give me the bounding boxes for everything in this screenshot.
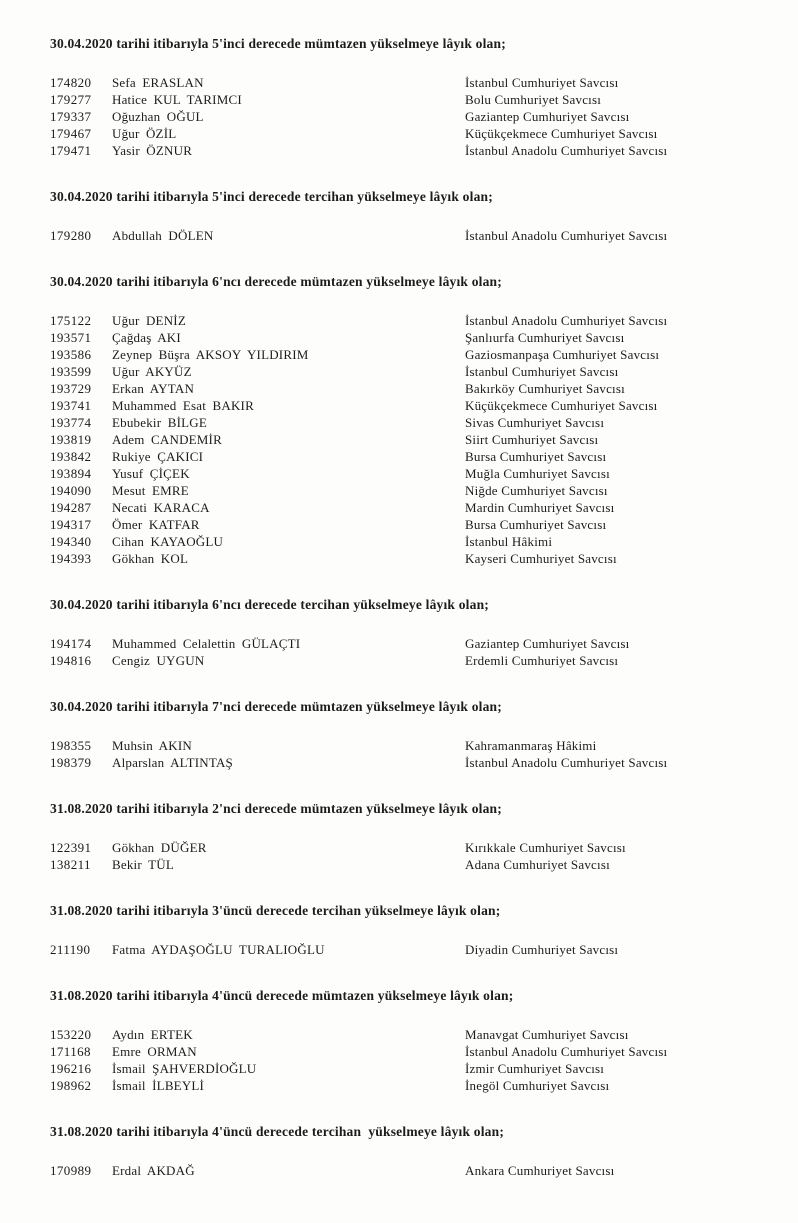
section-heading: 30.04.2020 tarihi itibarıyla 6'ncı derecede tercihan yükselmeye lâyık olan; xyxy=(50,597,489,612)
table-row xyxy=(50,363,768,380)
table-row xyxy=(50,431,768,448)
person-title: Mardin Cumhuriyet Savcısı xyxy=(465,500,615,515)
person-name: Oğuzhan OĞUL xyxy=(112,109,204,124)
person-name: Ebubekir BİLGE xyxy=(112,415,207,430)
person-title: İzmir Cumhuriyet Savcısı xyxy=(465,1061,605,1076)
section-heading: 30.04.2020 tarihi itibarıyla 5'inci derecede tercihan yükselmeye lâyık olan; xyxy=(50,189,493,204)
registry-number: 193842 xyxy=(50,449,92,464)
table-row xyxy=(50,397,768,414)
person-name: Uğur ÖZİL xyxy=(112,126,177,141)
section-heading: 31.08.2020 tarihi itibarıyla 3'üncü derecede tercihan yükselmeye lâyık olan; xyxy=(50,903,501,918)
registry-number: 211190 xyxy=(50,942,91,957)
person-title: İstanbul Anadolu Cumhuriyet Savcısı xyxy=(465,755,668,770)
person-name: Uğur DENİZ xyxy=(112,313,186,328)
registry-number: 193741 xyxy=(50,398,92,413)
table-row xyxy=(50,91,768,108)
table-row xyxy=(50,227,768,244)
section-rows xyxy=(50,737,768,771)
person-name: Erdal AKDAĞ xyxy=(112,1163,195,1178)
table-row xyxy=(50,550,768,567)
section-rows xyxy=(50,227,768,244)
person-title: Gaziantep Cumhuriyet Savcısı xyxy=(465,636,630,651)
registry-number: 193729 xyxy=(50,381,92,396)
registry-number: 193571 xyxy=(50,330,92,345)
registry-number: 122391 xyxy=(50,840,92,855)
section-heading: 30.04.2020 tarihi itibarıyla 7'nci derecede mümtazen yükselmeye lâyık olan; xyxy=(50,699,502,714)
table-row xyxy=(50,1026,768,1043)
table-row xyxy=(50,1043,768,1060)
table-row xyxy=(50,941,768,958)
registry-number: 198355 xyxy=(50,738,92,753)
person-title: İstanbul Cumhuriyet Savcısı xyxy=(465,364,619,379)
person-title: Siirt Cumhuriyet Savcısı xyxy=(465,432,599,447)
promotion-section xyxy=(50,189,768,244)
person-title: İstanbul Anadolu Cumhuriyet Savcısı xyxy=(465,313,668,328)
table-row xyxy=(50,448,768,465)
person-title: Niğde Cumhuriyet Savcısı xyxy=(465,483,608,498)
person-title: İstanbul Anadolu Cumhuriyet Savcısı xyxy=(465,228,668,243)
person-title: İstanbul Hâkimi xyxy=(465,534,553,549)
person-name: İsmail İLBEYLİ xyxy=(112,1078,205,1093)
registry-number: 193774 xyxy=(50,415,92,430)
section-heading: 31.08.2020 tarihi itibarıyla 4'üncü derecede tercihan yükselmeye lâyık olan; xyxy=(50,1124,505,1139)
person-title: Bakırköy Cumhuriyet Savcısı xyxy=(465,381,625,396)
table-row xyxy=(50,380,768,397)
section-rows xyxy=(50,635,768,669)
person-name: Necati KARACA xyxy=(112,500,210,515)
table-row xyxy=(50,108,768,125)
person-title: Şanlıurfa Cumhuriyet Savcısı xyxy=(465,330,625,345)
registry-number: 194174 xyxy=(50,636,92,651)
person-name: Aydın ERTEK xyxy=(112,1027,193,1042)
registry-number: 179280 xyxy=(50,228,92,243)
section-heading: 30.04.2020 tarihi itibarıyla 6'ncı derecede mümtazen yükselmeye lâyık olan; xyxy=(50,274,502,289)
person-name: Muhammed Celalettin GÜLAÇTI xyxy=(112,636,301,651)
person-name: Muhammed Esat BAKIR xyxy=(112,398,254,413)
person-title: Diyadin Cumhuriyet Savcısı xyxy=(465,942,619,957)
person-name: Sefa ERASLAN xyxy=(112,75,204,90)
section-heading: 30.04.2020 tarihi itibarıyla 5'inci derecede mümtazen yükselmeye lâyık olan; xyxy=(50,36,506,51)
person-title: Küçükçekmece Cumhuriyet Savcısı xyxy=(465,126,658,141)
section-rows xyxy=(50,312,768,567)
registry-number: 193819 xyxy=(50,432,92,447)
person-title: Kırıkkale Cumhuriyet Savcısı xyxy=(465,840,626,855)
table-row xyxy=(50,856,768,873)
person-title: Gaziosmanpaşa Cumhuriyet Savcısı xyxy=(465,347,660,362)
promotion-section xyxy=(50,988,768,1094)
table-row xyxy=(50,414,768,431)
registry-number: 138211 xyxy=(50,857,91,872)
promotion-section xyxy=(50,801,768,873)
table-row xyxy=(50,1162,768,1179)
person-title: Bursa Cumhuriyet Savcısı xyxy=(465,517,607,532)
table-row xyxy=(50,125,768,142)
person-name: Emre ORMAN xyxy=(112,1044,197,1059)
section-rows xyxy=(50,941,768,958)
section-rows xyxy=(50,839,768,873)
registry-number: 175122 xyxy=(50,313,92,328)
registry-number: 193894 xyxy=(50,466,92,481)
table-row xyxy=(50,754,768,771)
registry-number: 193599 xyxy=(50,364,92,379)
table-row xyxy=(50,142,768,159)
person-title: Küçükçekmece Cumhuriyet Savcısı xyxy=(465,398,658,413)
person-name: Abdullah DÖLEN xyxy=(112,228,214,243)
registry-number: 179337 xyxy=(50,109,92,124)
table-row xyxy=(50,329,768,346)
registry-number: 194317 xyxy=(50,517,92,532)
person-title: Muğla Cumhuriyet Savcısı xyxy=(465,466,610,481)
promotion-section xyxy=(50,903,768,958)
table-row xyxy=(50,1077,768,1094)
person-title: İstanbul Cumhuriyet Savcısı xyxy=(465,75,619,90)
person-title: Ankara Cumhuriyet Savcısı xyxy=(465,1163,615,1178)
person-title: Sivas Cumhuriyet Savcısı xyxy=(465,415,605,430)
person-name: Adem CANDEMİR xyxy=(112,432,222,447)
person-title: Bolu Cumhuriyet Savcısı xyxy=(465,92,602,107)
promotion-section xyxy=(50,274,768,567)
person-name: Hatice KUL TARIMCI xyxy=(112,92,242,107)
table-row xyxy=(50,652,768,669)
person-name: Alparslan ALTINTAŞ xyxy=(112,755,233,770)
person-title: Gaziantep Cumhuriyet Savcısı xyxy=(465,109,630,124)
section-rows xyxy=(50,1026,768,1094)
person-name: Gökhan KOL xyxy=(112,551,189,566)
registry-number: 179467 xyxy=(50,126,92,141)
registry-number: 198962 xyxy=(50,1078,92,1093)
person-name: Çağdaş AKI xyxy=(112,330,181,345)
person-title: Erdemli Cumhuriyet Savcısı xyxy=(465,653,619,668)
person-title: Kahramanmaraş Hâkimi xyxy=(465,738,597,753)
table-row xyxy=(50,465,768,482)
person-name: Zeynep Büşra AKSOY YILDIRIM xyxy=(112,347,309,362)
person-title: İnegöl Cumhuriyet Savcısı xyxy=(465,1078,610,1093)
registry-number: 171168 xyxy=(50,1044,91,1059)
registry-number: 194393 xyxy=(50,551,92,566)
promotion-section xyxy=(50,36,768,159)
registry-number: 196216 xyxy=(50,1061,92,1076)
registry-number: 194287 xyxy=(50,500,92,515)
registry-number: 170989 xyxy=(50,1163,92,1178)
promotion-section xyxy=(50,1124,768,1179)
person-name: Cihan KAYAOĞLU xyxy=(112,534,224,549)
registry-number: 174820 xyxy=(50,75,92,90)
person-name: Ömer KATFAR xyxy=(112,517,200,532)
section-heading: 31.08.2020 tarihi itibarıyla 2'nci derecede mümtazen yükselmeye lâyık olan; xyxy=(50,801,502,816)
person-title: Adana Cumhuriyet Savcısı xyxy=(465,857,610,872)
table-row xyxy=(50,482,768,499)
registry-number: 198379 xyxy=(50,755,92,770)
person-name: Fatma AYDAŞOĞLU TURALIOĞLU xyxy=(112,942,325,957)
registry-number: 153220 xyxy=(50,1027,92,1042)
person-name: Bekir TÜL xyxy=(112,857,174,872)
person-name: Uğur AKYÜZ xyxy=(112,364,192,379)
person-name: Mesut EMRE xyxy=(112,483,189,498)
table-row xyxy=(50,839,768,856)
person-name: Yasir ÖZNUR xyxy=(112,143,193,158)
registry-number: 194340 xyxy=(50,534,92,549)
table-row xyxy=(50,737,768,754)
registry-number: 194090 xyxy=(50,483,92,498)
person-title: İstanbul Anadolu Cumhuriyet Savcısı xyxy=(465,1044,668,1059)
person-name: Rukiye ÇAKICI xyxy=(112,449,204,464)
promotion-section xyxy=(50,699,768,771)
registry-number: 179471 xyxy=(50,143,92,158)
table-row xyxy=(50,499,768,516)
registry-number: 179277 xyxy=(50,92,92,107)
section-heading: 31.08.2020 tarihi itibarıyla 4'üncü derecede mümtazen yükselmeye lâyık olan; xyxy=(50,988,514,1003)
person-name: Yusuf ÇİÇEK xyxy=(112,466,190,481)
table-row xyxy=(50,516,768,533)
section-rows xyxy=(50,1162,768,1179)
section-rows xyxy=(50,74,768,159)
person-name: Muhsin AKIN xyxy=(112,738,192,753)
table-row xyxy=(50,1060,768,1077)
person-title: Manavgat Cumhuriyet Savcısı xyxy=(465,1027,629,1042)
table-row xyxy=(50,533,768,550)
promotion-section xyxy=(50,597,768,669)
person-name: Gökhan DÜĞER xyxy=(112,840,207,855)
table-row xyxy=(50,635,768,652)
person-title: Kayseri Cumhuriyet Savcısı xyxy=(465,551,617,566)
person-name: İsmail ŞAHVERDİOĞLU xyxy=(112,1061,257,1076)
person-title: Bursa Cumhuriyet Savcısı xyxy=(465,449,607,464)
person-name: Erkan AYTAN xyxy=(112,381,195,396)
person-name: Cengiz UYGUN xyxy=(112,653,205,668)
table-row xyxy=(50,346,768,363)
table-row xyxy=(50,312,768,329)
registry-number: 193586 xyxy=(50,347,92,362)
table-row xyxy=(50,74,768,91)
registry-number: 194816 xyxy=(50,653,92,668)
person-title: İstanbul Anadolu Cumhuriyet Savcısı xyxy=(465,143,668,158)
